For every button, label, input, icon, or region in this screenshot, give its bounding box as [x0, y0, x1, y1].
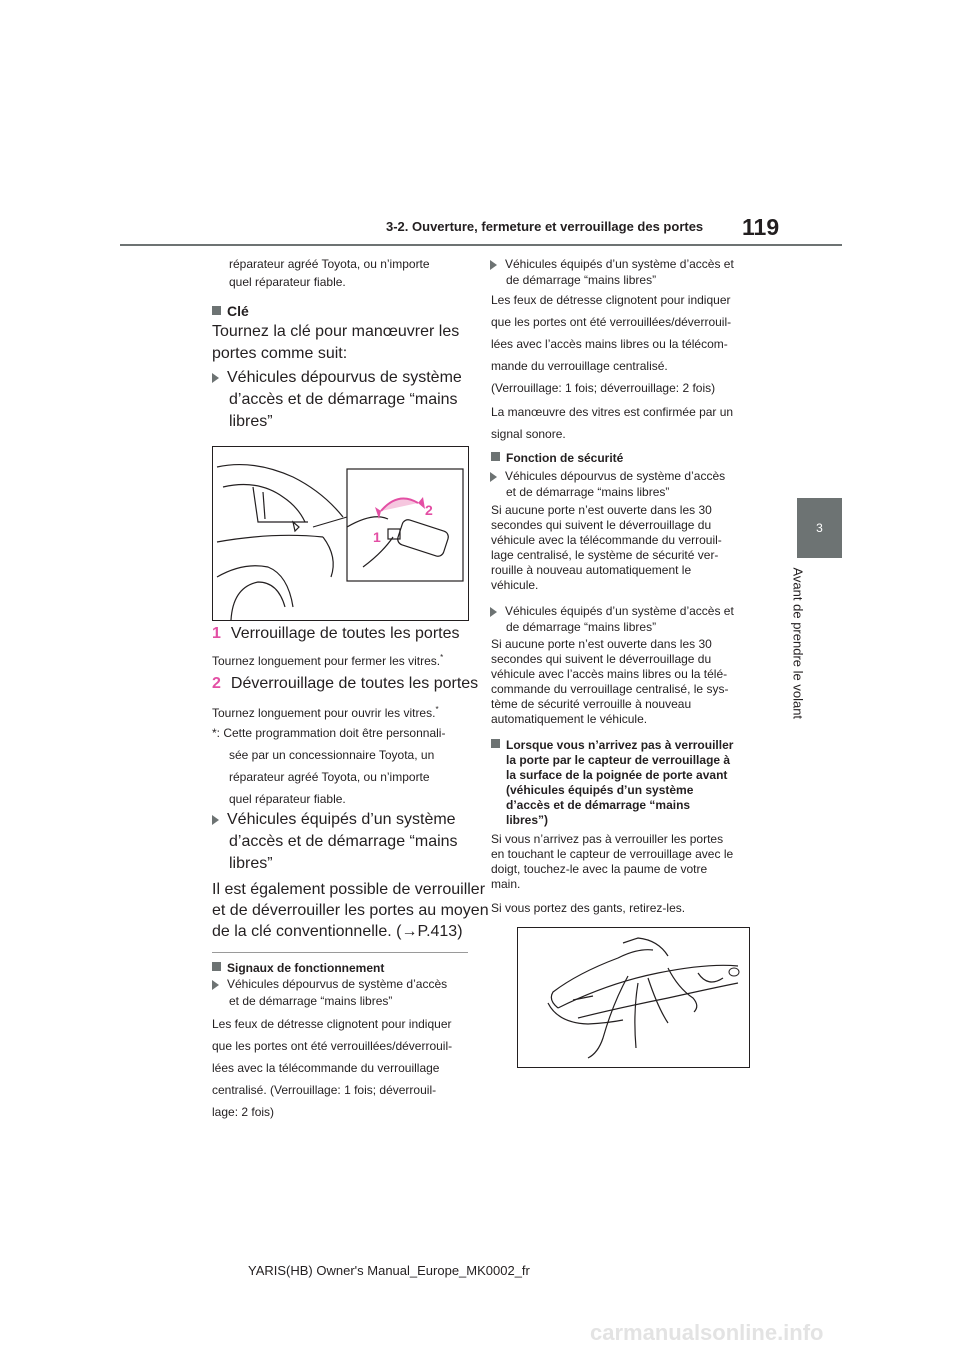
item-2-note: Tournez longuement pour ouvrir les vitres.*: [212, 705, 439, 720]
chapter-tab: [797, 498, 842, 558]
chapter-number: 3: [816, 521, 823, 535]
sig-text: centralisé. (Verrouillage: 1 fois; déverrouil-: [212, 1083, 437, 1097]
square-bullet-icon: [212, 962, 221, 971]
chapter-label: Avant de prendre le volant: [790, 567, 806, 720]
cle-text: Tournez la clé pour manœuvrer les: [212, 323, 460, 340]
callout-2: 2: [425, 502, 433, 518]
feux-text: que les portes ont été verrouillées/déverrouil-: [491, 315, 732, 329]
also-text: Il est également possible de verrouiller: [212, 881, 486, 898]
sec-veh-avec: Véhicules équipés d’un système d’accès et: [490, 603, 734, 619]
sec-text1: Si aucune porte n’est ouverte dans les 30 secondes qui suivent le déverrouillage du véhicule avec la télécommande du verrouil- lage centralisé, le système de sécurité ver- rouille à nouveau automatiquement le véhicule.: [491, 503, 722, 592]
item-1-note: Tournez longuement pour fermer les vitres.*: [212, 653, 444, 668]
cle-heading: Clé: [212, 300, 249, 322]
triangle-bullet-icon: [490, 260, 497, 270]
lorsque-heading: Lorsque vous n’arrivez pas à verrouiller la porte par le capteur de verrouillage à la surface de la poignée de porte avant (véhicules équipés d’un système d’accès et de démarrage “mains libres”): [491, 738, 733, 828]
veh-avec-heading: d’accès et de démarrage “mains: [229, 833, 458, 850]
inset-box: [347, 469, 463, 581]
car-door-key-drawing: [213, 447, 468, 620]
footer-text: YARIS(HB) Owner's Manual_Europe_MK0002_fr: [248, 1263, 530, 1278]
chapter-label-wrap: [780, 566, 816, 736]
page-ref-link[interactable]: P.413): [417, 923, 463, 940]
sig-text: lage: 2 fois): [212, 1105, 275, 1119]
triangle-bullet-icon: [490, 472, 497, 482]
sec-veh-sans: Véhicules dépourvus de système d’accès: [490, 468, 725, 484]
sig-text: que les portes ont été verrouillées/déverrouil-: [212, 1039, 453, 1053]
sig-text: lées avec la télécommande du verrouillage: [212, 1061, 440, 1075]
triangle-bullet-icon: [212, 815, 219, 825]
header-rule: [120, 244, 842, 246]
feux-text: mande du verrouillage centralisé.: [491, 359, 668, 373]
triangle-bullet-icon: [212, 980, 219, 990]
also-text: et de déverrouiller les portes au moyen: [212, 902, 489, 919]
square-bullet-icon: [491, 452, 500, 461]
footnote: sée par un concessionnaire Toyota, un: [229, 748, 435, 762]
key-door-illustration: [212, 446, 469, 621]
footnote: quel réparateur fiable.: [229, 792, 346, 806]
triangle-bullet-icon: [212, 373, 219, 383]
veh-sans-heading: d’accès et de démarrage “mains: [229, 391, 458, 408]
sec-veh-avec: de démarrage “mains libres”: [506, 620, 657, 634]
gants-text: Si vous portez des gants, retirez-les.: [491, 901, 686, 915]
feux-text: lées avec l’accès mains libres ou la télécom-: [491, 337, 728, 351]
vitres-text: La manœuvre des vitres est confirmée par un: [491, 405, 734, 419]
sec-text2: Si aucune porte n’est ouverte dans les 30 secondes qui suivent le déverrouillage du véhicule avec l’accès mains libres ou la télé- commande du verrouillage centralisé, le sys- tème de sécurité verrouille à nouveau automatiquement le véhicule.: [491, 637, 729, 726]
intro-line: réparateur agréé Toyota, ou n’importe: [229, 257, 430, 271]
page-number: 119: [742, 214, 780, 240]
r-veh-avec: de démarrage “mains libres”: [506, 273, 657, 287]
callout-1: 1: [373, 529, 381, 545]
cle-text: portes comme suit:: [212, 345, 348, 362]
feux-text: (Verrouillage: 1 fois; déverrouillage: 2 fois): [491, 381, 716, 395]
r-veh-avec: Véhicules équipés d’un système d’accès et: [490, 256, 734, 272]
lorsque-text: Si vous n’arrivez pas à verrouiller les portes en touchant le capteur de verrouillage avec le doigt, touchez-le avec la paume de votre main.: [491, 832, 734, 891]
arrow-right-icon: →: [401, 923, 418, 940]
sec-veh-sans: et de démarrage “mains libres”: [506, 485, 670, 499]
veh-avec-heading: Véhicules équipés d’un système: [212, 808, 456, 832]
divider: [212, 952, 468, 953]
sig-veh-heading: Véhicules dépourvus de système d’accès: [212, 976, 447, 992]
vitres-text: signal sonore.: [491, 427, 566, 441]
item-1: 1 Verrouillage de toutes les portes: [212, 625, 460, 642]
securite-heading: Fonction de sécurité: [491, 450, 623, 466]
veh-avec-heading: libres”: [229, 855, 273, 872]
also-text: de la clé conventionnelle. (→P.413): [212, 923, 463, 940]
section-title: 3-2. Ouverture, fermeture et verrouillage des portes: [386, 219, 704, 234]
item-2: 2 Déverrouillage de toutes les portes: [212, 675, 479, 692]
sig-veh-heading: et de démarrage “mains libres”: [229, 994, 393, 1008]
veh-sans-heading: libres”: [229, 413, 273, 430]
intro-line: quel réparateur fiable.: [229, 275, 346, 289]
signaux-heading: Signaux de fonctionnement: [212, 957, 384, 979]
watermark-text: carmanualsonline.info: [590, 1320, 824, 1345]
footnote: réparateur agréé Toyota, ou n’importe: [229, 770, 430, 784]
veh-sans-heading: Véhicules dépourvus de système: [212, 366, 462, 390]
palm-on-handle-drawing: [518, 928, 749, 1067]
square-bullet-icon: [212, 306, 221, 315]
feux-text: Les feux de détresse clignotent pour indiquer: [491, 293, 731, 307]
triangle-bullet-icon: [490, 607, 497, 617]
square-bullet-icon: [491, 739, 500, 748]
sig-text: Les feux de détresse clignotent pour indiquer: [212, 1017, 452, 1031]
footnote: *: Cette programmation doit être personnali-: [212, 726, 446, 740]
hand-handle-illustration: [517, 927, 750, 1068]
